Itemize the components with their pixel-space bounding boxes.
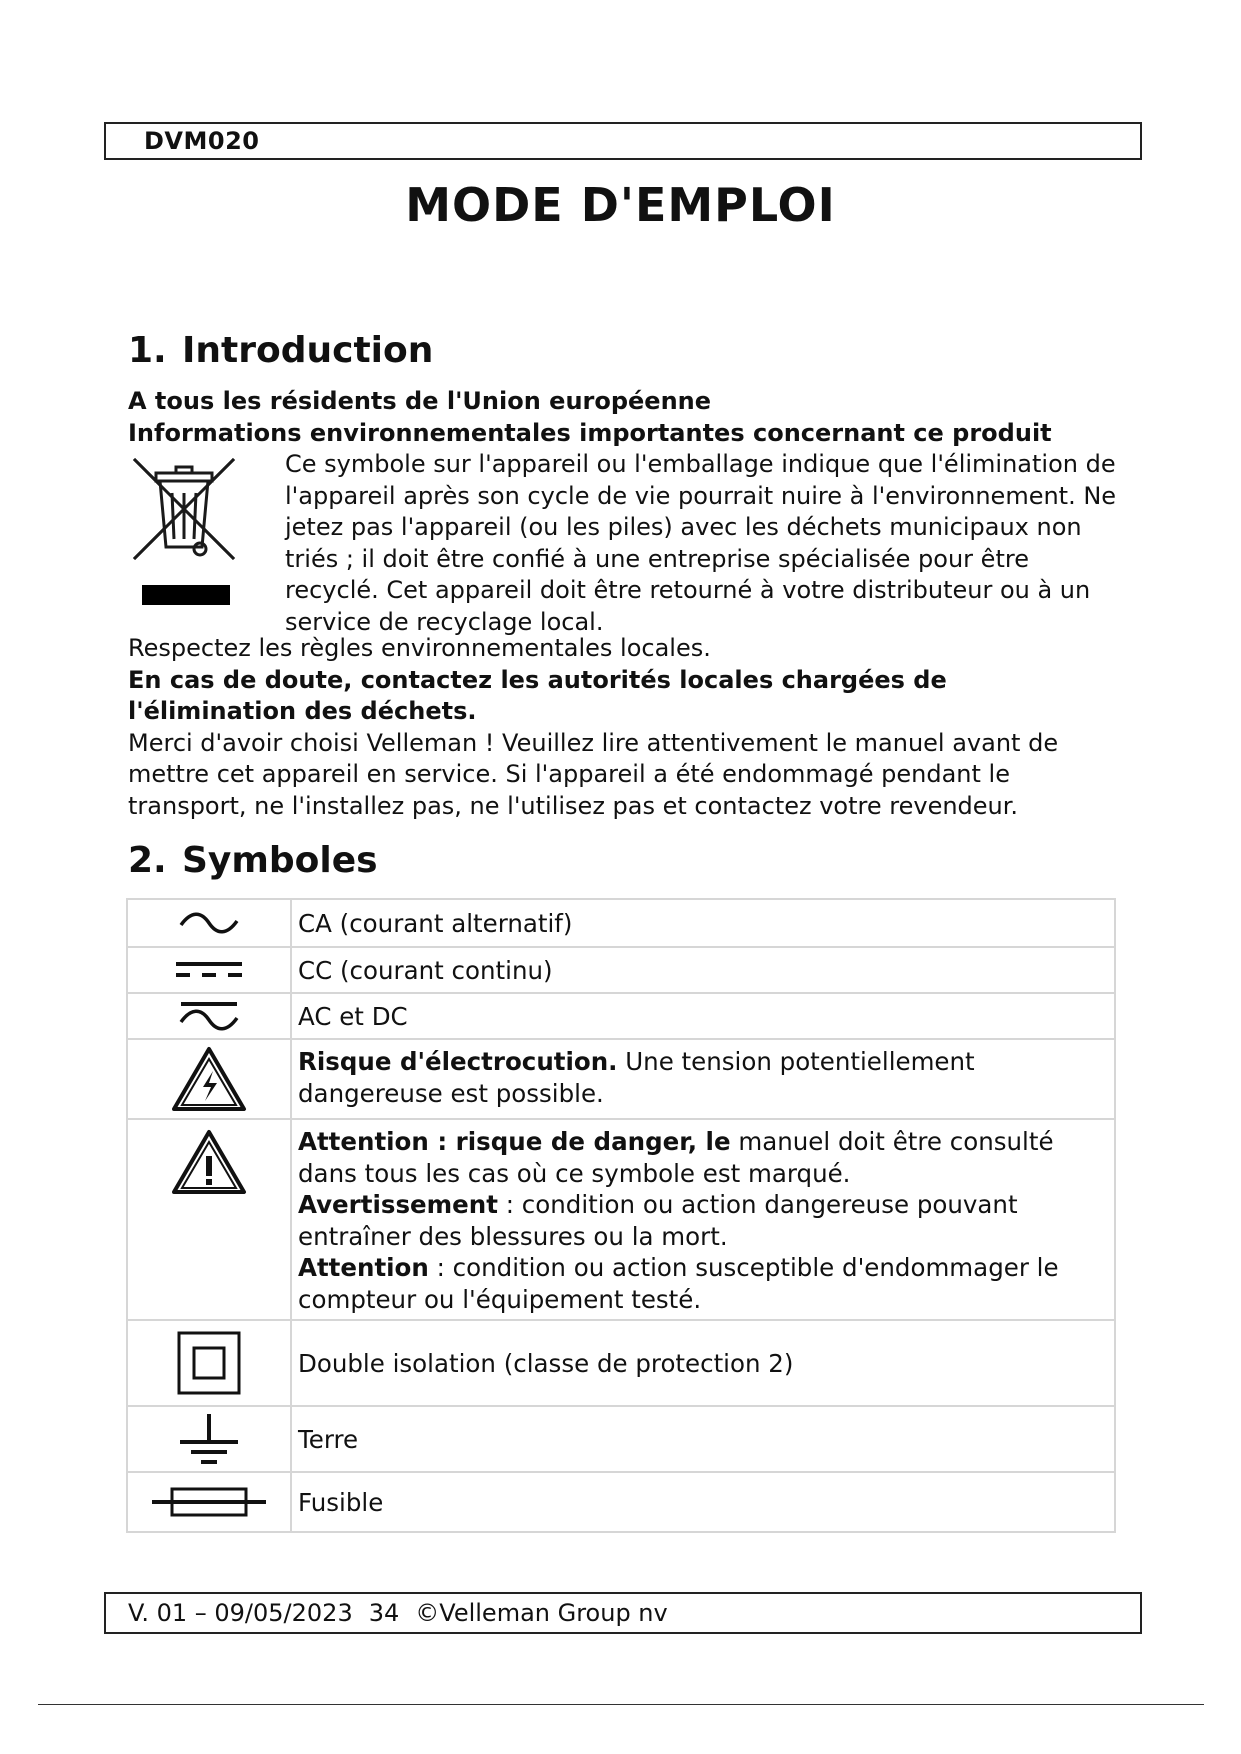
fuse-icon — [150, 1485, 268, 1519]
table-row — [127, 1406, 1115, 1472]
table-row — [127, 993, 1115, 1039]
caution-warning-icon — [171, 1128, 247, 1196]
table-row — [127, 1119, 1115, 1320]
earth-ground-icon — [176, 1412, 242, 1466]
double-insulation-description: Double isolation (classe de protection 2) — [291, 1320, 1115, 1406]
table-row — [127, 1039, 1115, 1119]
thanks-paragraph: Merci d'avoir choisi Velleman ! Veuillez lire attentivement le manuel avant de mettre cet appareil en service. Si l'appareil a été endommagé pendant le transport, ne l'installez pas, ne l'utilisez pas et contactez votre revendeur. — [128, 728, 1059, 820]
caution-description: Attention : risque de danger, le manuel doit être consulté dans tous les cas où ce symbole est marqué. Avertissement : condition ou action dangereuse pouvant entraîner des blessures ou la mort. Attention : condition ou action susceptible d'endommager le compteur ou l'équipement testé. — [291, 1119, 1115, 1320]
model-number: DVM020 — [144, 127, 260, 155]
ac-wave-icon — [177, 911, 241, 935]
weee-block — [128, 449, 1118, 639]
footer-version: V. 01 – 09/05/2023 — [128, 1599, 353, 1627]
section-heading-symbols — [128, 840, 378, 881]
section-title: Introduction — [182, 330, 434, 371]
header-model-box — [104, 122, 1142, 160]
double-insulation-icon — [176, 1330, 242, 1396]
section-number: 2. — [128, 840, 167, 881]
section-title: Symboles — [182, 840, 378, 881]
shock-description: Risque d'électrocution. Une tension potentiellement dangereuse est possible. — [291, 1039, 1115, 1119]
table-row — [127, 1320, 1115, 1406]
local-rules-text: Respectez les règles environnementales locales. — [128, 634, 711, 662]
bottom-divider — [38, 1704, 1204, 1705]
introduction-body — [128, 386, 1118, 822]
section-heading-introduction — [128, 330, 433, 371]
page-title: MODE D'EMPLOI — [405, 178, 836, 232]
dc-description: CC (courant continu) — [291, 947, 1115, 993]
footer-page-number: 34 — [368, 1599, 400, 1627]
eu-residents-heading: A tous les résidents de l'Union européenne — [128, 387, 712, 415]
table-row — [127, 947, 1115, 993]
table-row — [127, 1472, 1115, 1532]
table-row — [127, 899, 1115, 947]
footer-copyright: ©Velleman Group nv — [415, 1599, 668, 1627]
weee-description: Ce symbole sur l'appareil ou l'emballage indique que l'élimination de l'appareil après son cycle de vie pourrait nuire à l'environnement. Ne jetez pas l'appareil (ou les piles) avec les déchets municipaux non triés ; il doit être confié à une entreprise spécialisée pour être recyclé. Cet appareil doit être retourné à votre distributeur ou à un service de recyclage local. — [285, 450, 1117, 636]
footer — [104, 1592, 1142, 1634]
environment-info-heading: Informations environnementales importantes concernant ce produit — [128, 418, 1052, 447]
ac-dc-description: AC et DC — [291, 993, 1115, 1039]
symbols-table — [126, 898, 1116, 1533]
dc-icon — [174, 959, 244, 981]
weee-crossed-bin-icon — [128, 453, 240, 609]
section-number: 1. — [128, 330, 167, 371]
fuse-description: Fusible — [291, 1472, 1115, 1532]
earth-description: Terre — [291, 1406, 1115, 1472]
ac-description: CA (courant alternatif) — [291, 899, 1115, 947]
doubt-notice: En cas de doute, contactez les autorités locales chargées de l'élimination des déchets. — [128, 665, 947, 725]
electric-shock-warning-icon — [171, 1045, 247, 1113]
ac-dc-icon — [177, 1000, 241, 1032]
